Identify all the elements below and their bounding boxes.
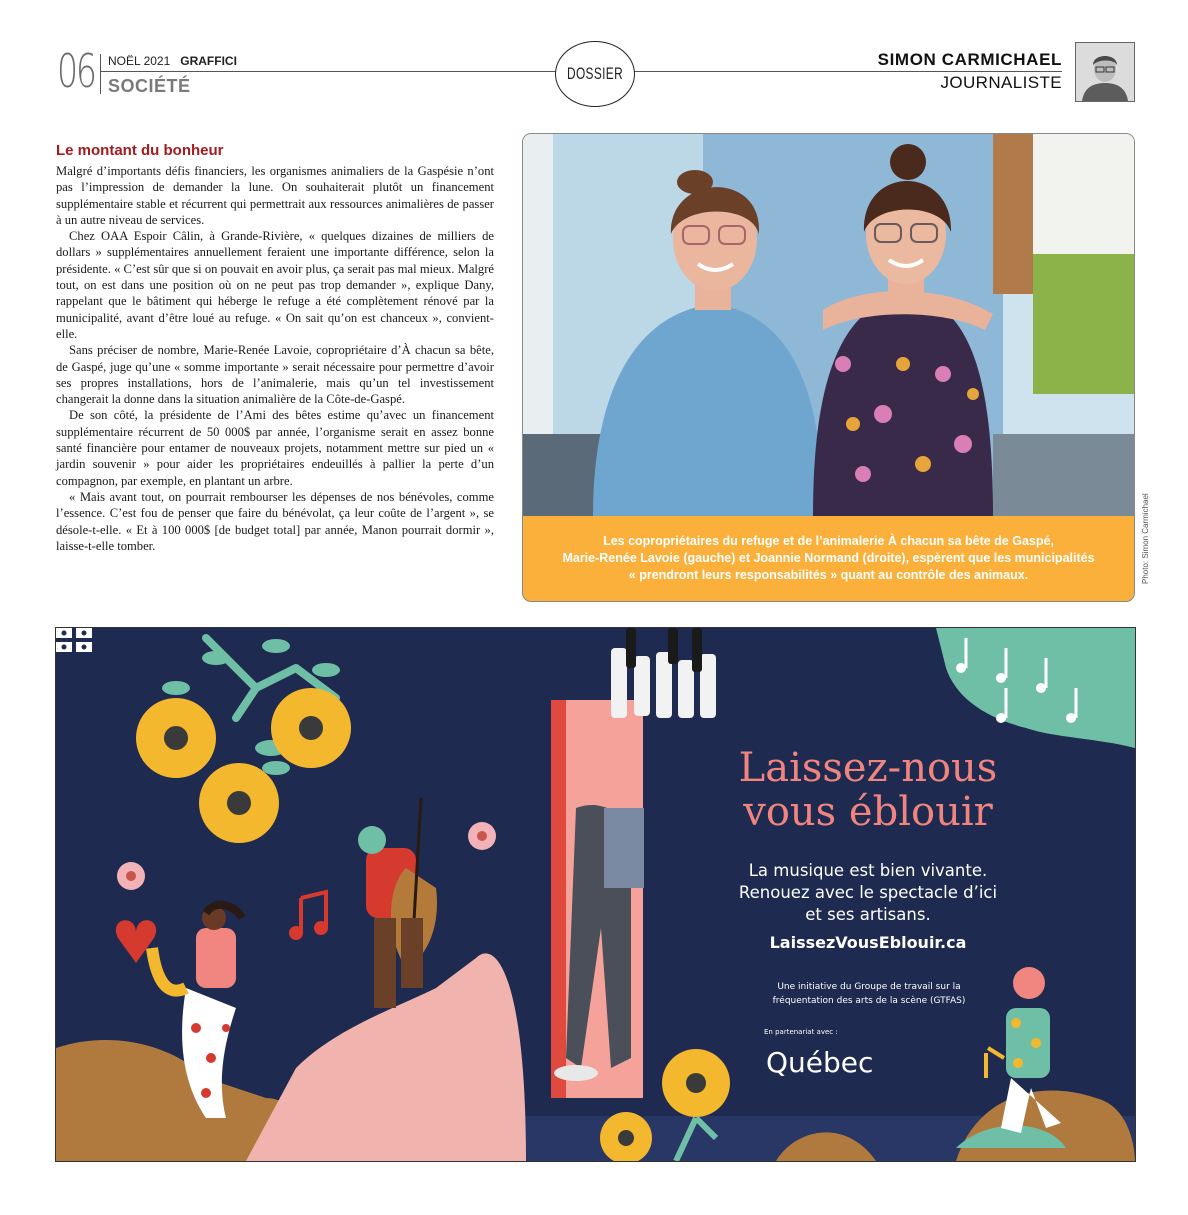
ad-initiative: [704, 980, 1034, 1008]
page-number: 06: [57, 44, 95, 98]
ad-initiative-line: fréquentation des arts de la scène (GTFAS): [772, 996, 966, 1006]
ad-subtitle-line: Renouez avec le spectacle d’ici: [738, 883, 998, 902]
publication-name: GRAFFICI: [180, 54, 237, 68]
caption-line: Marie-Renée Lavoie (gauche) et Joannie Normand (droite), espèrent que les municipalités: [562, 551, 1095, 565]
author-byline: [878, 50, 1062, 94]
author-name: SIMON CARMICHAEL: [877, 50, 1062, 69]
caption-line: Les copropriétaires du refuge et de l’animalerie À chacun sa bête de Gaspé,: [603, 534, 1054, 548]
ad-subtitle-line: La musique est bien vivante.: [748, 861, 988, 880]
article-paragraph: « Mais avant tout, on pourrait rembourser les dépenses de nos bénévoles, comme l’essence. C’est fou de penser que faire du bénévolat, ça leur coûte de l’argent », se désole-t-elle. « Et à 100 000$ [de budget total] par année, Manon pourrait dormir », laisse-t-elle tomber.: [56, 489, 494, 553]
dossier-badge: [555, 41, 635, 107]
photo-caption: [523, 516, 1134, 601]
section-title: SOCIÉTÉ: [108, 76, 191, 96]
author-avatar: [1075, 42, 1135, 102]
issue-info: [108, 54, 237, 68]
photo-frame: [522, 133, 1135, 602]
ad-title: [688, 746, 1048, 834]
article-paragraph: Sans préciser de nombre, Marie-Renée Lavoie, copropriétaire d’À chacun sa bête, de Gaspé, juge qu’une « somme importante » serait nécessaire pour permettre d’avoir ses propres installations, hors de l’animalerie, mais qu’un tel investissement changerait la donne dans la situation animalière de la Côte-de-Gaspé.: [56, 343, 494, 407]
ad-url-link[interactable]: LaissezVousEblouir.ca: [769, 933, 967, 952]
article: [56, 142, 494, 554]
owners-photo: [523, 134, 1134, 516]
advertisement: [55, 627, 1136, 1162]
ad-title-line: vous éblouir: [743, 789, 993, 835]
author-role: JOURNALISTE: [940, 73, 1062, 92]
ad-subtitle: [688, 860, 1048, 926]
issue-date: NOËL 2021: [108, 54, 171, 68]
article-paragraph: De son côté, la présidente de l’Ami des bêtes estime qu’avec un financement supplémentaire récurrent de 50 000$ par année, l’organisme serait en assez bonne santé financière pour entamer de nouveaux projets, notamment mettre sur pied un « jardin souvenir » pour aider les propriétaires endeuillés à pallier la perte d’un compagnon, par exemple, en plantant un arbre.: [56, 408, 494, 488]
ad-subtitle-line: et ses artisans.: [805, 905, 931, 924]
header-divider: [100, 54, 101, 94]
quebec-flag-icon: [56, 628, 92, 652]
ad-initiative-line: Une initiative du Groupe de travail sur la: [777, 982, 961, 992]
ad-title-line: Laissez-nous: [738, 745, 998, 791]
photo-credit: Photo: Simon Carmichael: [1141, 493, 1150, 584]
dossier-label: DOSSIER: [566, 64, 624, 83]
caption-line: « prendront leurs responsabilités » quant au contrôle des animaux.: [628, 568, 1029, 582]
article-heading: Le montant du bonheur: [56, 142, 224, 159]
quebec-logo-text: Québec: [766, 1046, 874, 1079]
ad-partner-label: En partenariat avec :: [764, 1028, 838, 1036]
article-paragraph: Chez OAA Espoir Câlin, à Grande-Rivière, « quelques dizaines de milliers de dollars » supplémentaires annuellement feraient une importante différence, selon la présidente. « C’est sûr que si on pouvait en avoir plus, ça serait pas mal mieux. Malgré tout, on est dans une position où on ne peut pas trop demander », explique Dany, rappelant que le bâtiment qui héberge le refuge a été complètement rénové par la municipalité, avant d’être loué au refuge. « On sait qu’on est chanceux », convient-elle.: [56, 229, 494, 341]
article-paragraph: Malgré d’importants défis financiers, les organismes animaliers de la Gaspésie n’ont pas l’impression de demander la lune. On souhaiterait plutôt un financement supplémentaire stable et récurrent qui permettrait aux ressources animalières de passer à un autre niveau de services.: [56, 164, 494, 227]
